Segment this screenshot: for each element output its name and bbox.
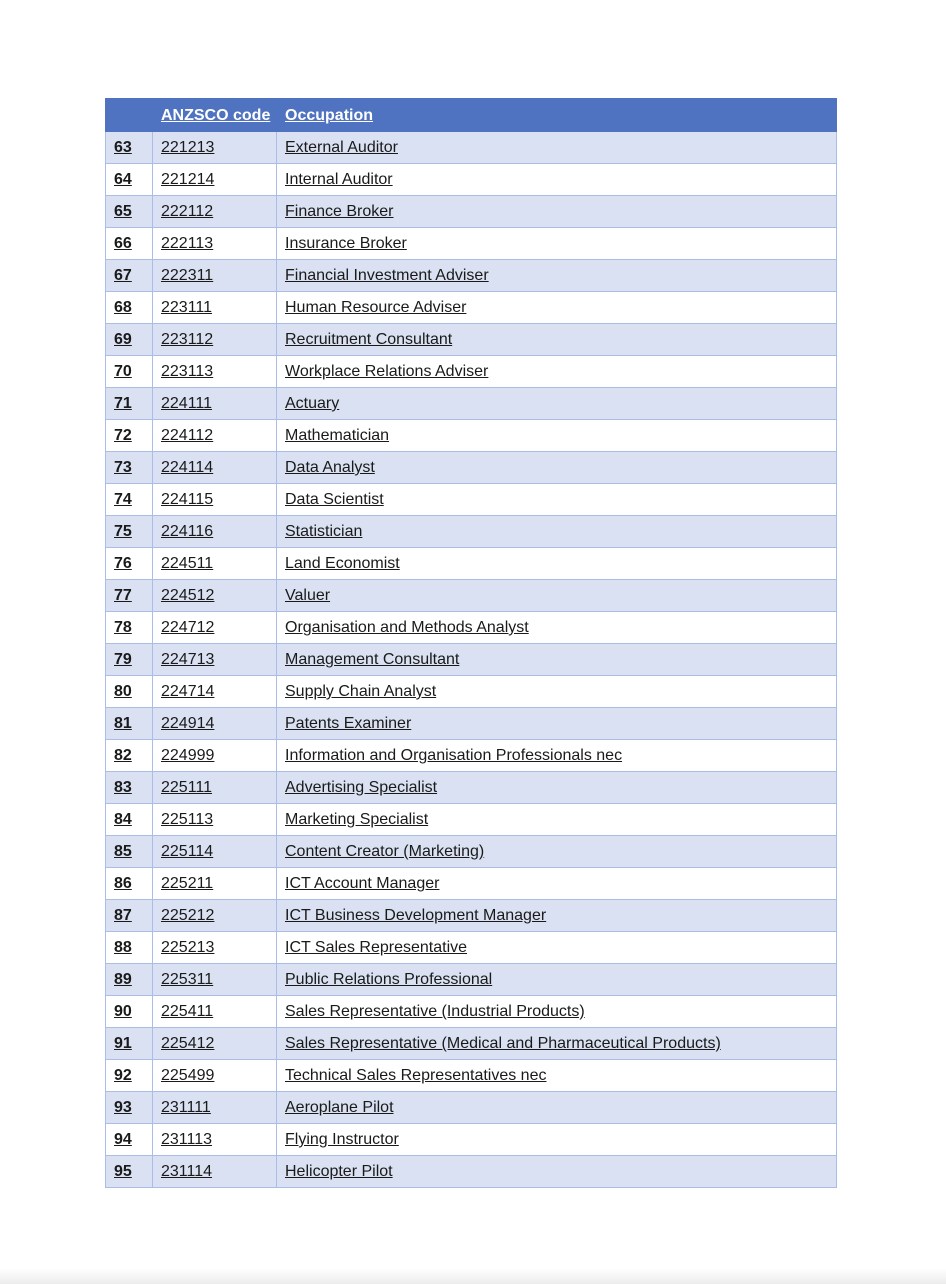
anzsco-code-cell [153, 388, 277, 420]
anzsco-code-text[interactable]: 224511 [161, 555, 214, 572]
occupation-text[interactable]: External Auditor [285, 139, 398, 156]
anzsco-code-text[interactable]: 222113 [161, 235, 214, 252]
table-row [106, 324, 837, 356]
anzsco-code-text[interactable]: 225499 [161, 1067, 215, 1084]
occupation-text[interactable]: Recruitment Consultant [285, 331, 453, 348]
row-number-cell [106, 900, 153, 932]
header-number [106, 99, 153, 132]
anzsco-code-cell [153, 324, 277, 356]
row-number-text[interactable]: 72 [114, 427, 132, 444]
row-number-text[interactable]: 66 [114, 235, 132, 252]
anzsco-code-cell [153, 900, 277, 932]
occupation-cell [277, 1060, 837, 1092]
occupation-text[interactable]: Workplace Relations Adviser [285, 363, 489, 380]
anzsco-code-text[interactable]: 225212 [161, 907, 215, 924]
anzsco-code-text[interactable]: 224713 [161, 651, 215, 668]
row-number-text[interactable]: 63 [114, 139, 132, 156]
occupation-cell [277, 708, 837, 740]
anzsco-code-cell [153, 612, 277, 644]
anzsco-code-text[interactable]: 223112 [161, 331, 214, 348]
occupation-text[interactable]: Financial Investment Adviser [285, 267, 489, 284]
table-row [106, 836, 837, 868]
header-row [106, 99, 837, 132]
anzsco-code-text[interactable]: 224512 [161, 587, 215, 604]
anzsco-code-text[interactable]: 225411 [161, 1003, 214, 1020]
anzsco-code-cell [153, 580, 277, 612]
row-number-cell [106, 132, 153, 164]
occupation-text[interactable]: ICT Business Development Manager [285, 907, 547, 924]
table-row [106, 1124, 837, 1156]
occupation-cell [277, 452, 837, 484]
anzsco-code-cell [153, 836, 277, 868]
row-number-text[interactable]: 64 [114, 171, 132, 188]
row-number-text[interactable]: 81 [114, 715, 132, 732]
row-number-text[interactable]: 73 [114, 459, 132, 476]
table-row [106, 164, 837, 196]
row-number-cell [106, 484, 153, 516]
row-number-text[interactable]: 92 [114, 1067, 132, 1084]
occupation-text[interactable]: Aeroplane Pilot [285, 1099, 394, 1116]
row-number-cell [106, 292, 153, 324]
occupation-cell [277, 548, 837, 580]
occupation-cell [277, 292, 837, 324]
row-number-cell [106, 580, 153, 612]
row-number-text[interactable]: 78 [114, 619, 132, 636]
row-number-cell [106, 388, 153, 420]
row-number-text[interactable]: 85 [114, 843, 132, 860]
anzsco-code-cell [153, 452, 277, 484]
anzsco-code-cell [153, 292, 277, 324]
table-row [106, 548, 837, 580]
occupation-text[interactable]: Finance Broker [285, 203, 394, 220]
anzsco-code-text[interactable]: 225211 [161, 875, 214, 892]
row-number-cell [106, 1060, 153, 1092]
page-bottom-edge [0, 1268, 946, 1284]
occupation-text[interactable]: Statistician [285, 523, 363, 540]
table-row [106, 1028, 837, 1060]
anzsco-code-text[interactable]: 225412 [161, 1035, 215, 1052]
occupation-text[interactable]: Management Consultant [285, 651, 460, 668]
anzsco-code-text[interactable]: 231113 [161, 1131, 213, 1148]
anzsco-code-text[interactable]: 224712 [161, 619, 215, 636]
table-row [106, 228, 837, 260]
table-row [106, 1092, 837, 1124]
occupation-cell [277, 772, 837, 804]
anzsco-code-text[interactable]: 224914 [161, 715, 215, 732]
row-number-text[interactable]: 70 [114, 363, 132, 380]
row-number-text[interactable]: 86 [114, 875, 132, 892]
occupation-cell [277, 900, 837, 932]
occupation-text[interactable]: Internal Auditor [285, 171, 393, 188]
row-number-cell [106, 772, 153, 804]
anzsco-code-text[interactable]: 224111 [161, 395, 213, 412]
occupation-cell [277, 1028, 837, 1060]
occupation-cell [277, 516, 837, 548]
occupation-text[interactable]: Valuer [285, 587, 331, 604]
anzsco-code-text[interactable]: 221213 [161, 139, 215, 156]
row-number-cell [106, 356, 153, 388]
anzsco-code-text[interactable]: 224114 [161, 459, 214, 476]
anzsco-code-cell [153, 932, 277, 964]
anzsco-code-cell [153, 1092, 277, 1124]
occupation-text[interactable]: Technical Sales Representatives nec [285, 1067, 547, 1084]
row-number-text[interactable]: 90 [114, 1003, 132, 1020]
occupation-cell [277, 1124, 837, 1156]
row-number-text[interactable]: 83 [114, 779, 132, 796]
occupation-text[interactable]: Advertising Specialist [285, 779, 438, 796]
anzsco-code-text[interactable]: 225311 [161, 971, 214, 988]
row-number-cell [106, 1092, 153, 1124]
row-number-cell [106, 1124, 153, 1156]
table-row [106, 580, 837, 612]
occupation-cell [277, 420, 837, 452]
row-number-cell [106, 644, 153, 676]
anzsco-code-text[interactable]: 222112 [161, 203, 214, 220]
anzsco-code-text[interactable]: 225114 [161, 843, 214, 860]
row-number-cell [106, 996, 153, 1028]
row-number-text[interactable]: 79 [114, 651, 132, 668]
occupation-cell [277, 1156, 837, 1188]
occupation-cell [277, 932, 837, 964]
anzsco-code-text[interactable]: 225111 [161, 779, 213, 796]
occupation-cell [277, 356, 837, 388]
row-number-cell [106, 260, 153, 292]
row-number-cell [106, 452, 153, 484]
row-number-text[interactable]: 65 [114, 203, 132, 220]
anzsco-code-cell [153, 1124, 277, 1156]
occupation-text[interactable]: Content Creator (Marketing) [285, 843, 485, 860]
row-number-cell [106, 196, 153, 228]
anzsco-code-cell [153, 964, 277, 996]
anzsco-code-cell [153, 1028, 277, 1060]
header-anzsco-code [153, 99, 277, 132]
anzsco-code-text[interactable]: 224112 [161, 427, 214, 444]
anzsco-code-text[interactable]: 222311 [161, 267, 214, 284]
table-body [106, 132, 837, 1188]
row-number-cell [106, 548, 153, 580]
anzsco-code-text[interactable]: 231114 [161, 1163, 213, 1180]
row-number-cell [106, 228, 153, 260]
occupation-cell [277, 260, 837, 292]
anzsco-code-text[interactable]: 224116 [161, 523, 214, 540]
row-number-cell [106, 868, 153, 900]
table-row [106, 964, 837, 996]
table-row [106, 516, 837, 548]
anzsco-code-cell [153, 516, 277, 548]
row-number-cell [106, 708, 153, 740]
table-row [106, 932, 837, 964]
table-row [106, 900, 837, 932]
row-number-text[interactable]: 95 [114, 1163, 132, 1180]
row-number-text[interactable]: 67 [114, 267, 132, 284]
table-row [106, 676, 837, 708]
row-number-text[interactable]: 94 [114, 1131, 132, 1148]
row-number-cell [106, 964, 153, 996]
anzsco-code-cell [153, 1060, 277, 1092]
anzsco-code-text[interactable]: 223113 [161, 363, 214, 380]
row-number-cell [106, 836, 153, 868]
anzsco-code-cell [153, 196, 277, 228]
table-row [106, 452, 837, 484]
table-row [106, 388, 837, 420]
row-number-cell [106, 676, 153, 708]
row-number-text[interactable]: 76 [114, 555, 132, 572]
occupation-cell [277, 996, 837, 1028]
anzsco-code-text[interactable]: 224714 [161, 683, 215, 700]
anzsco-code-cell [153, 164, 277, 196]
row-number-cell [106, 932, 153, 964]
occupation-cell [277, 836, 837, 868]
occupation-cell [277, 580, 837, 612]
row-number-cell [106, 420, 153, 452]
anzsco-code-cell [153, 356, 277, 388]
row-number-text[interactable]: 74 [114, 491, 132, 508]
anzsco-code-cell [153, 868, 277, 900]
occupation-text[interactable]: Sales Representative (Industrial Products) [285, 1003, 585, 1020]
table-row [106, 260, 837, 292]
row-number-cell [106, 324, 153, 356]
table-row [106, 1060, 837, 1092]
anzsco-code-cell [153, 804, 277, 836]
table-row [106, 708, 837, 740]
occupation-text[interactable]: Data Analyst [285, 459, 375, 476]
table-row [106, 804, 837, 836]
row-number-cell [106, 612, 153, 644]
row-number-cell [106, 164, 153, 196]
row-number-text[interactable]: 93 [114, 1099, 132, 1116]
occupation-text[interactable]: ICT Account Manager [285, 875, 440, 892]
occupation-cell [277, 1092, 837, 1124]
occupation-cell [277, 740, 837, 772]
occupation-text[interactable]: Information and Organisation Professionals nec [285, 747, 623, 764]
header-occupation-label: Occupation [285, 106, 374, 124]
occupation-cell [277, 324, 837, 356]
occupation-text[interactable]: ICT Sales Representative [285, 939, 468, 956]
anzsco-code-cell [153, 772, 277, 804]
anzsco-code-cell [153, 996, 277, 1028]
table-row [106, 1156, 837, 1188]
row-number-cell [106, 740, 153, 772]
occupation-text[interactable]: Organisation and Methods Analyst [285, 619, 529, 636]
occupation-text[interactable]: Sales Representative (Medical and Pharmaceutical Products) [285, 1035, 721, 1052]
row-number-cell [106, 1028, 153, 1060]
row-number-text[interactable]: 84 [114, 811, 132, 828]
occupation-cell [277, 804, 837, 836]
row-number-text[interactable]: 68 [114, 299, 132, 316]
anzsco-code-cell [153, 708, 277, 740]
anzsco-code-cell [153, 548, 277, 580]
occupation-cell [277, 196, 837, 228]
occupation-text[interactable]: Actuary [285, 395, 340, 412]
anzsco-code-text[interactable]: 225213 [161, 939, 215, 956]
occupation-text[interactable]: Mathematician [285, 427, 390, 444]
row-number-text[interactable]: 88 [114, 939, 132, 956]
anzsco-code-cell [153, 484, 277, 516]
occupation-cell [277, 868, 837, 900]
occupation-text[interactable]: Patents Examiner [285, 715, 412, 732]
anzsco-code-cell [153, 260, 277, 292]
anzsco-code-cell [153, 644, 277, 676]
table-row [106, 772, 837, 804]
row-number-text[interactable]: 91 [114, 1035, 132, 1052]
anzsco-code-text[interactable]: 225113 [161, 811, 214, 828]
occupation-cell [277, 388, 837, 420]
row-number-text[interactable]: 77 [114, 587, 132, 604]
anzsco-code-cell [153, 132, 277, 164]
table-row [106, 292, 837, 324]
occupation-cell [277, 612, 837, 644]
occupation-text[interactable]: Data Scientist [285, 491, 384, 508]
anzsco-code-text[interactable]: 223111 [161, 299, 213, 316]
anzsco-code-text[interactable]: 224115 [161, 491, 214, 508]
table-header [106, 99, 837, 132]
occupation-text[interactable]: Marketing Specialist [285, 811, 429, 828]
occupation-table [105, 98, 837, 1188]
anzsco-code-cell [153, 740, 277, 772]
occupation-text[interactable]: Flying Instructor [285, 1131, 399, 1148]
occupation-text[interactable]: Insurance Broker [285, 235, 407, 252]
table-row [106, 868, 837, 900]
occupation-text[interactable]: Human Resource Adviser [285, 299, 467, 316]
row-number-text[interactable]: 80 [114, 683, 132, 700]
anzsco-code-text[interactable]: 224999 [161, 747, 215, 764]
row-number-cell [106, 1156, 153, 1188]
row-number-text[interactable]: 75 [114, 523, 132, 540]
table-row [106, 996, 837, 1028]
table-row [106, 132, 837, 164]
anzsco-code-text[interactable]: 231111 [161, 1099, 211, 1116]
occupation-text[interactable]: Supply Chain Analyst [285, 683, 437, 700]
anzsco-code-text[interactable]: 221214 [161, 171, 215, 188]
table-row [106, 196, 837, 228]
table-row [106, 356, 837, 388]
row-number-text[interactable]: 69 [114, 331, 132, 348]
row-number-cell [106, 804, 153, 836]
row-number-text[interactable]: 82 [114, 747, 132, 764]
row-number-text[interactable]: 87 [114, 907, 132, 924]
occupation-cell [277, 644, 837, 676]
row-number-text[interactable]: 71 [114, 395, 132, 412]
occupation-text[interactable]: Helicopter Pilot [285, 1163, 393, 1180]
anzsco-code-cell [153, 676, 277, 708]
table-row [106, 644, 837, 676]
table-row [106, 420, 837, 452]
table-row [106, 612, 837, 644]
row-number-cell [106, 516, 153, 548]
row-number-text[interactable]: 89 [114, 971, 132, 988]
occupation-text[interactable]: Land Economist [285, 555, 400, 572]
table-row [106, 740, 837, 772]
header-code-label: ANZSCO code [161, 106, 271, 124]
anzsco-code-cell [153, 420, 277, 452]
occupation-cell [277, 132, 837, 164]
table-row [106, 484, 837, 516]
occupation-cell [277, 228, 837, 260]
header-occupation [277, 99, 837, 132]
occupation-cell [277, 964, 837, 996]
occupation-cell [277, 484, 837, 516]
occupation-cell [277, 676, 837, 708]
occupation-text[interactable]: Public Relations Professional [285, 971, 493, 988]
anzsco-code-cell [153, 228, 277, 260]
anzsco-code-cell [153, 1156, 277, 1188]
occupation-cell [277, 164, 837, 196]
